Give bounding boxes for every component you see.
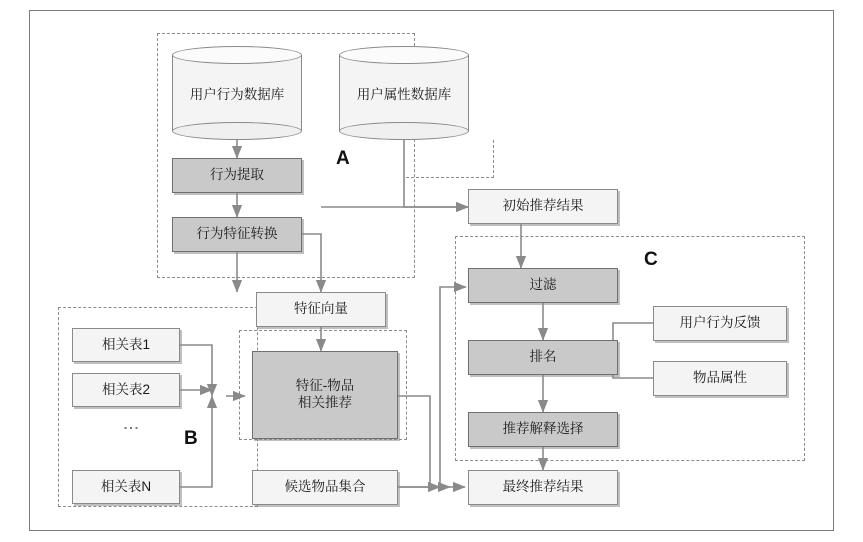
node-user-feedback bbox=[653, 306, 787, 341]
user-feedback-label: 用户行为反馈 bbox=[679, 315, 761, 331]
node-db-behavior bbox=[172, 46, 302, 140]
db-behavior-label: 用户行为数据库 bbox=[189, 87, 285, 102]
explanation-select-label: 推荐解释选择 bbox=[502, 421, 584, 437]
group-label-c: C bbox=[644, 249, 658, 270]
node-behavior-extract bbox=[172, 158, 302, 193]
node-explanation-select bbox=[468, 412, 618, 447]
node-ranking bbox=[468, 340, 618, 375]
node-relation-table-n bbox=[72, 470, 180, 504]
group-label-a: A bbox=[336, 148, 350, 169]
node-behavior-feature-transform bbox=[172, 217, 302, 252]
behavior-feature-transform-label: 行为特征转换 bbox=[196, 226, 278, 242]
candidate-item-set-label: 候选物品集合 bbox=[284, 479, 366, 495]
node-relation-table-2 bbox=[72, 373, 180, 407]
ellipsis-vertical bbox=[122, 420, 138, 438]
filter-label: 过滤 bbox=[529, 277, 557, 293]
node-relation-table-1 bbox=[72, 328, 180, 362]
node-filter bbox=[468, 268, 618, 303]
relation-table-1-label: 相关表1 bbox=[101, 336, 150, 352]
item-attribute-label: 物品属性 bbox=[693, 370, 747, 386]
group-label-b: B bbox=[184, 428, 198, 449]
ranking-label: 排名 bbox=[529, 349, 557, 365]
initial-result-label: 初始推荐结果 bbox=[502, 198, 584, 214]
node-candidate-item-set bbox=[252, 470, 398, 505]
node-db-profile bbox=[339, 46, 469, 140]
feature-item-recommend-line1: 特征-物品 bbox=[295, 378, 355, 394]
behavior-extract-label: 行为提取 bbox=[210, 167, 264, 183]
node-item-attribute bbox=[653, 361, 787, 396]
relation-table-n-label: 相关表N bbox=[100, 478, 152, 494]
feature-item-recommend-line2: 相关推荐 bbox=[298, 395, 352, 410]
final-result-label: 最终推荐结果 bbox=[502, 479, 584, 495]
node-initial-result bbox=[468, 189, 618, 224]
group-box-a-extension bbox=[406, 140, 494, 178]
db-profile-label: 用户属性数据库 bbox=[356, 87, 452, 102]
relation-table-2-label: 相关表2 bbox=[101, 381, 150, 397]
node-feature-item-recommend bbox=[252, 351, 398, 439]
node-final-result bbox=[468, 470, 618, 505]
feature-vector-label: 特征向量 bbox=[294, 301, 348, 317]
ellipsis-label: ⋮ bbox=[122, 420, 139, 438]
node-feature-vector bbox=[256, 292, 386, 327]
